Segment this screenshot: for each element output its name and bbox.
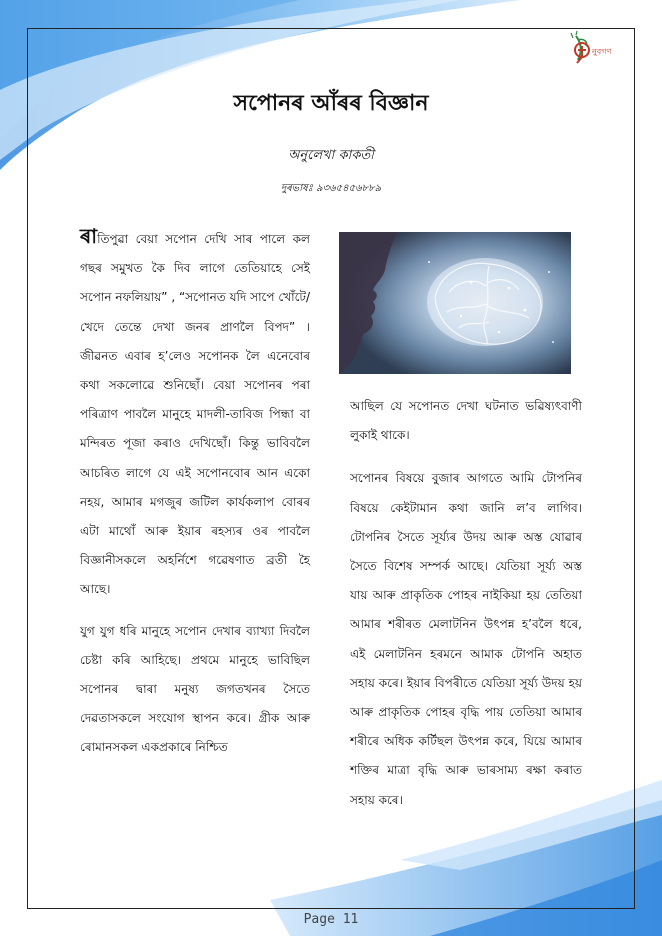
page-number: Page 11 — [303, 912, 359, 927]
brain-dream-illustration — [339, 232, 571, 374]
right-column — [350, 392, 582, 829]
author-phone: দুৰভাষঃ ৯৩৬৫৪৫৬৮৮৯ — [280, 183, 382, 194]
paragraph: আছিল যে সপোনত দেখা ঘটনাত ভৱিষ্যৎবাণী লুকাই থাকে। — [350, 399, 582, 443]
logo-text: নুবগণ — [592, 47, 612, 56]
article-title: সপোনৰ আঁৰৰ বিজ্ঞান — [233, 91, 429, 116]
paragraph — [80, 222, 310, 605]
paragraph: যুগ যুগ ধৰি মানুহে সপোন দেখাৰ ব্যাখ্যা দিবলৈ চেষ্টা কৰি আহিছে। প্ৰথমে মানুহে ভাবিছিল সপোনৰ দ্বাৰা মনুষ্য জগতখনৰ সৈতে দেৱতাসকলে সংযোগ স্থাপন কৰে। গ্ৰীক আৰু ৰোমানসকল একপ্ৰকাৰে নিশ্চিত — [80, 623, 310, 755]
paragraph-text: তিপুৱা বেয়া সপোন দেখি সাৰ পালে কল গছৰ সমুখত কৈ দিব লাগে তেতিয়াহে সেই সপোন নফলিয়ায়” , “সপোনত যদি সাপে খোঁটে/খেদে তেন্তে দেখা জনৰ প্ৰাণলৈ বিপদ” । জীৱনত এবাৰ হ’লেও সপোনক লৈ এনেবোৰ কথা সকলোৱে শুনিছোঁ। বেয়া সপোনৰ পৰা পৰিত্ৰাণ পাবলৈ মানুহে মাদলী-তাবিজ পিন্ধা বা মন্দিৰত পূজা কৰাও দেখিছোঁ। কিন্তু ভাবিবলৈ আচৰিত লাগে যে এই সপোনবোৰ আন একো নহয়, আমাৰ মগজুৰ জটিল কাৰ্যকলাপ বোৰৰ এটা মাথোঁ আৰু ইয়াৰ ৰহস্যৰ ওৰ পাবলৈ বিজ্ঞানীসকলে অহৰ্নিশে গৱেষণাত ব্ৰতী হৈ আছে। — [80, 232, 310, 597]
left-column — [80, 222, 310, 775]
article-author: অনুলেখা কাকতী — [288, 148, 374, 163]
paragraph: সপোনৰ বিষয়ে বুজাৰ আগতে আমি টোপনিৰ বিষয়ে কেইটামান কথা জানি ল’ব লাগিব। টোপনিৰ সৈতে সূৰ্য্যৰ উদয় আৰু অস্ত যোৱাৰ সৈতে বিশেষ সম্পৰ্ক আছে। যেতিয়া সূৰ্য্য অস্ত যায় আৰু প্ৰাকৃতিক পোহৰ নাইকিয়া হয় তেতিয়া আমাৰ শৰীৰত মেলাটনিন উৎপন্ন হ’বলৈ ধৰে, এই মেলাটনিন হৰমনে আমাক টোপনি অহাত সহায় কৰে। ইয়াৰ বিপৰীতে যেতিয়া সূৰ্য্য উদয় হয় আৰু প্ৰাকৃতিক পোহৰ বৃদ্ধি পায় তেতিয়া আমাৰ শৰীৰে অধিক কৰ্টিছল উৎপন্ন কৰে, যিয়ে আমাৰ শক্তিৰ মাত্ৰা বৃদ্ধি আৰু ভাৰসাম্য ৰক্ষা কৰাত সহায় কৰে। — [350, 471, 582, 807]
drop-cap: ৰা — [80, 224, 98, 248]
